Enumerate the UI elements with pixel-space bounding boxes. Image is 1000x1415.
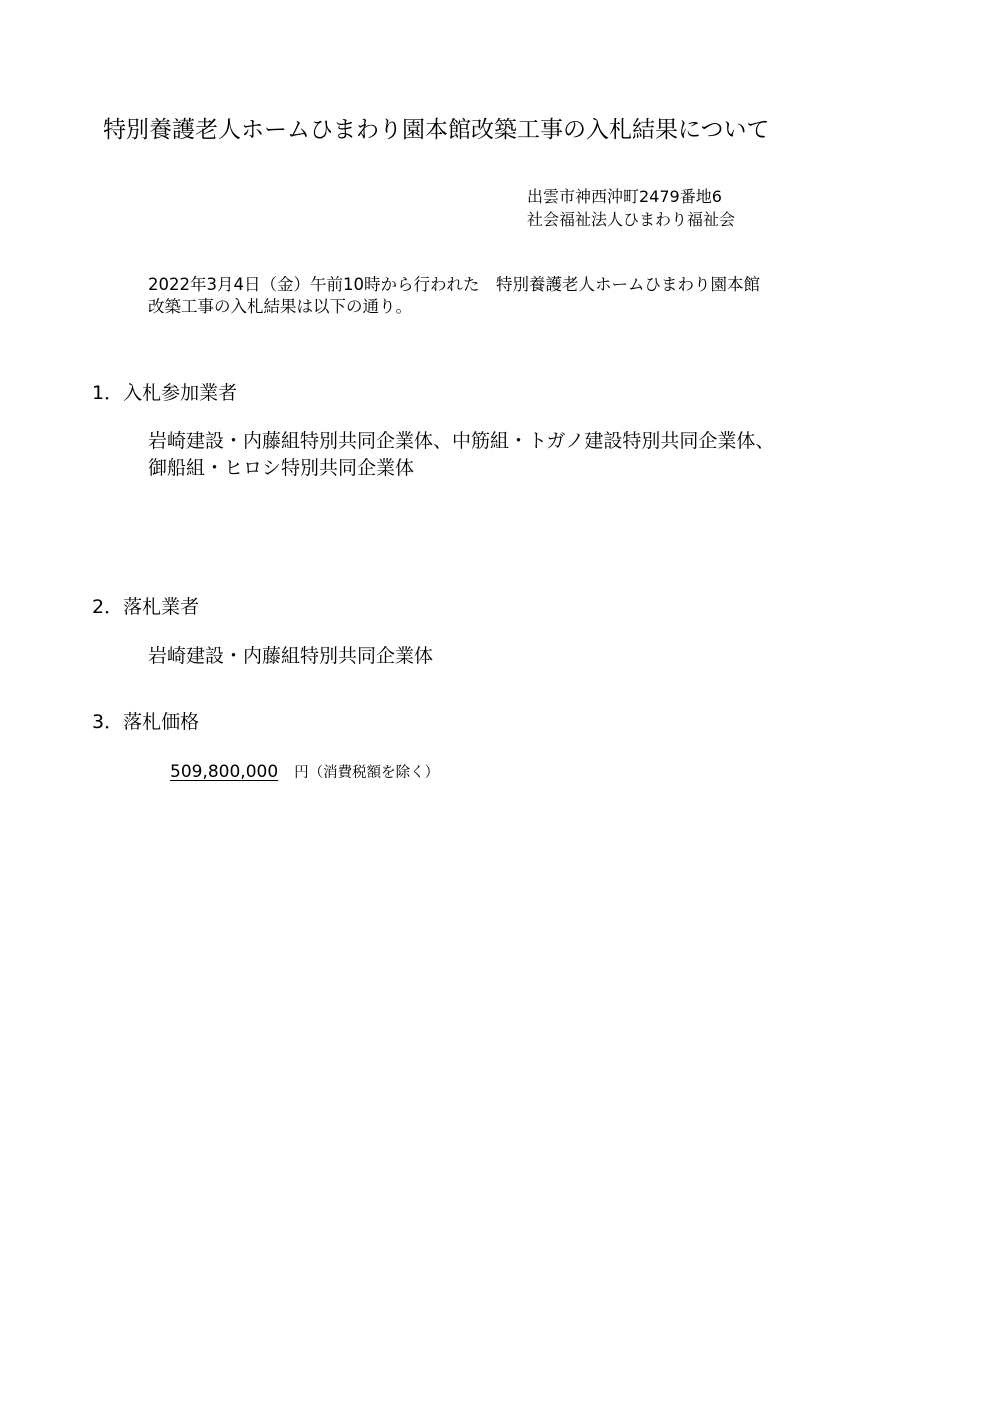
winning-bidder: 岩崎建設・内藤組特別共同企業体 [148, 645, 434, 667]
winning-price-amount: 509,800,000 [170, 762, 279, 782]
bidders-line-1: 岩崎建設・内藤組特別共同企業体、中筋組・トガノ建設特別共同企業体、 [148, 430, 775, 452]
intro-text-line-2: 改築工事の入札結果は以下の通り。 [148, 297, 412, 316]
section-heading-bidders: 1．入札参加業者 [92, 382, 238, 404]
page-title: 特別養護老人ホームひまわり園本館改築工事の入札結果について [103, 117, 770, 143]
section-heading-price: 3．落札価格 [92, 711, 200, 733]
section-heading-winner: 2．落札業者 [92, 596, 200, 618]
winning-price-row [170, 760, 439, 785]
winning-price-unit-note: 円（消費税額を除く） [294, 765, 440, 781]
issuer-address: 出雲市神西沖町2479番地6 [527, 187, 722, 206]
issuer-organization: 社会福祉法人ひまわり福祉会 [527, 210, 736, 229]
intro-text-line-1: 2022年3月4日（金）午前10時から行われた 特別養護老人ホームひまわり園本館 [148, 275, 760, 294]
bidders-line-2: 御船組・ヒロシ特別共同企業体 [148, 457, 415, 479]
